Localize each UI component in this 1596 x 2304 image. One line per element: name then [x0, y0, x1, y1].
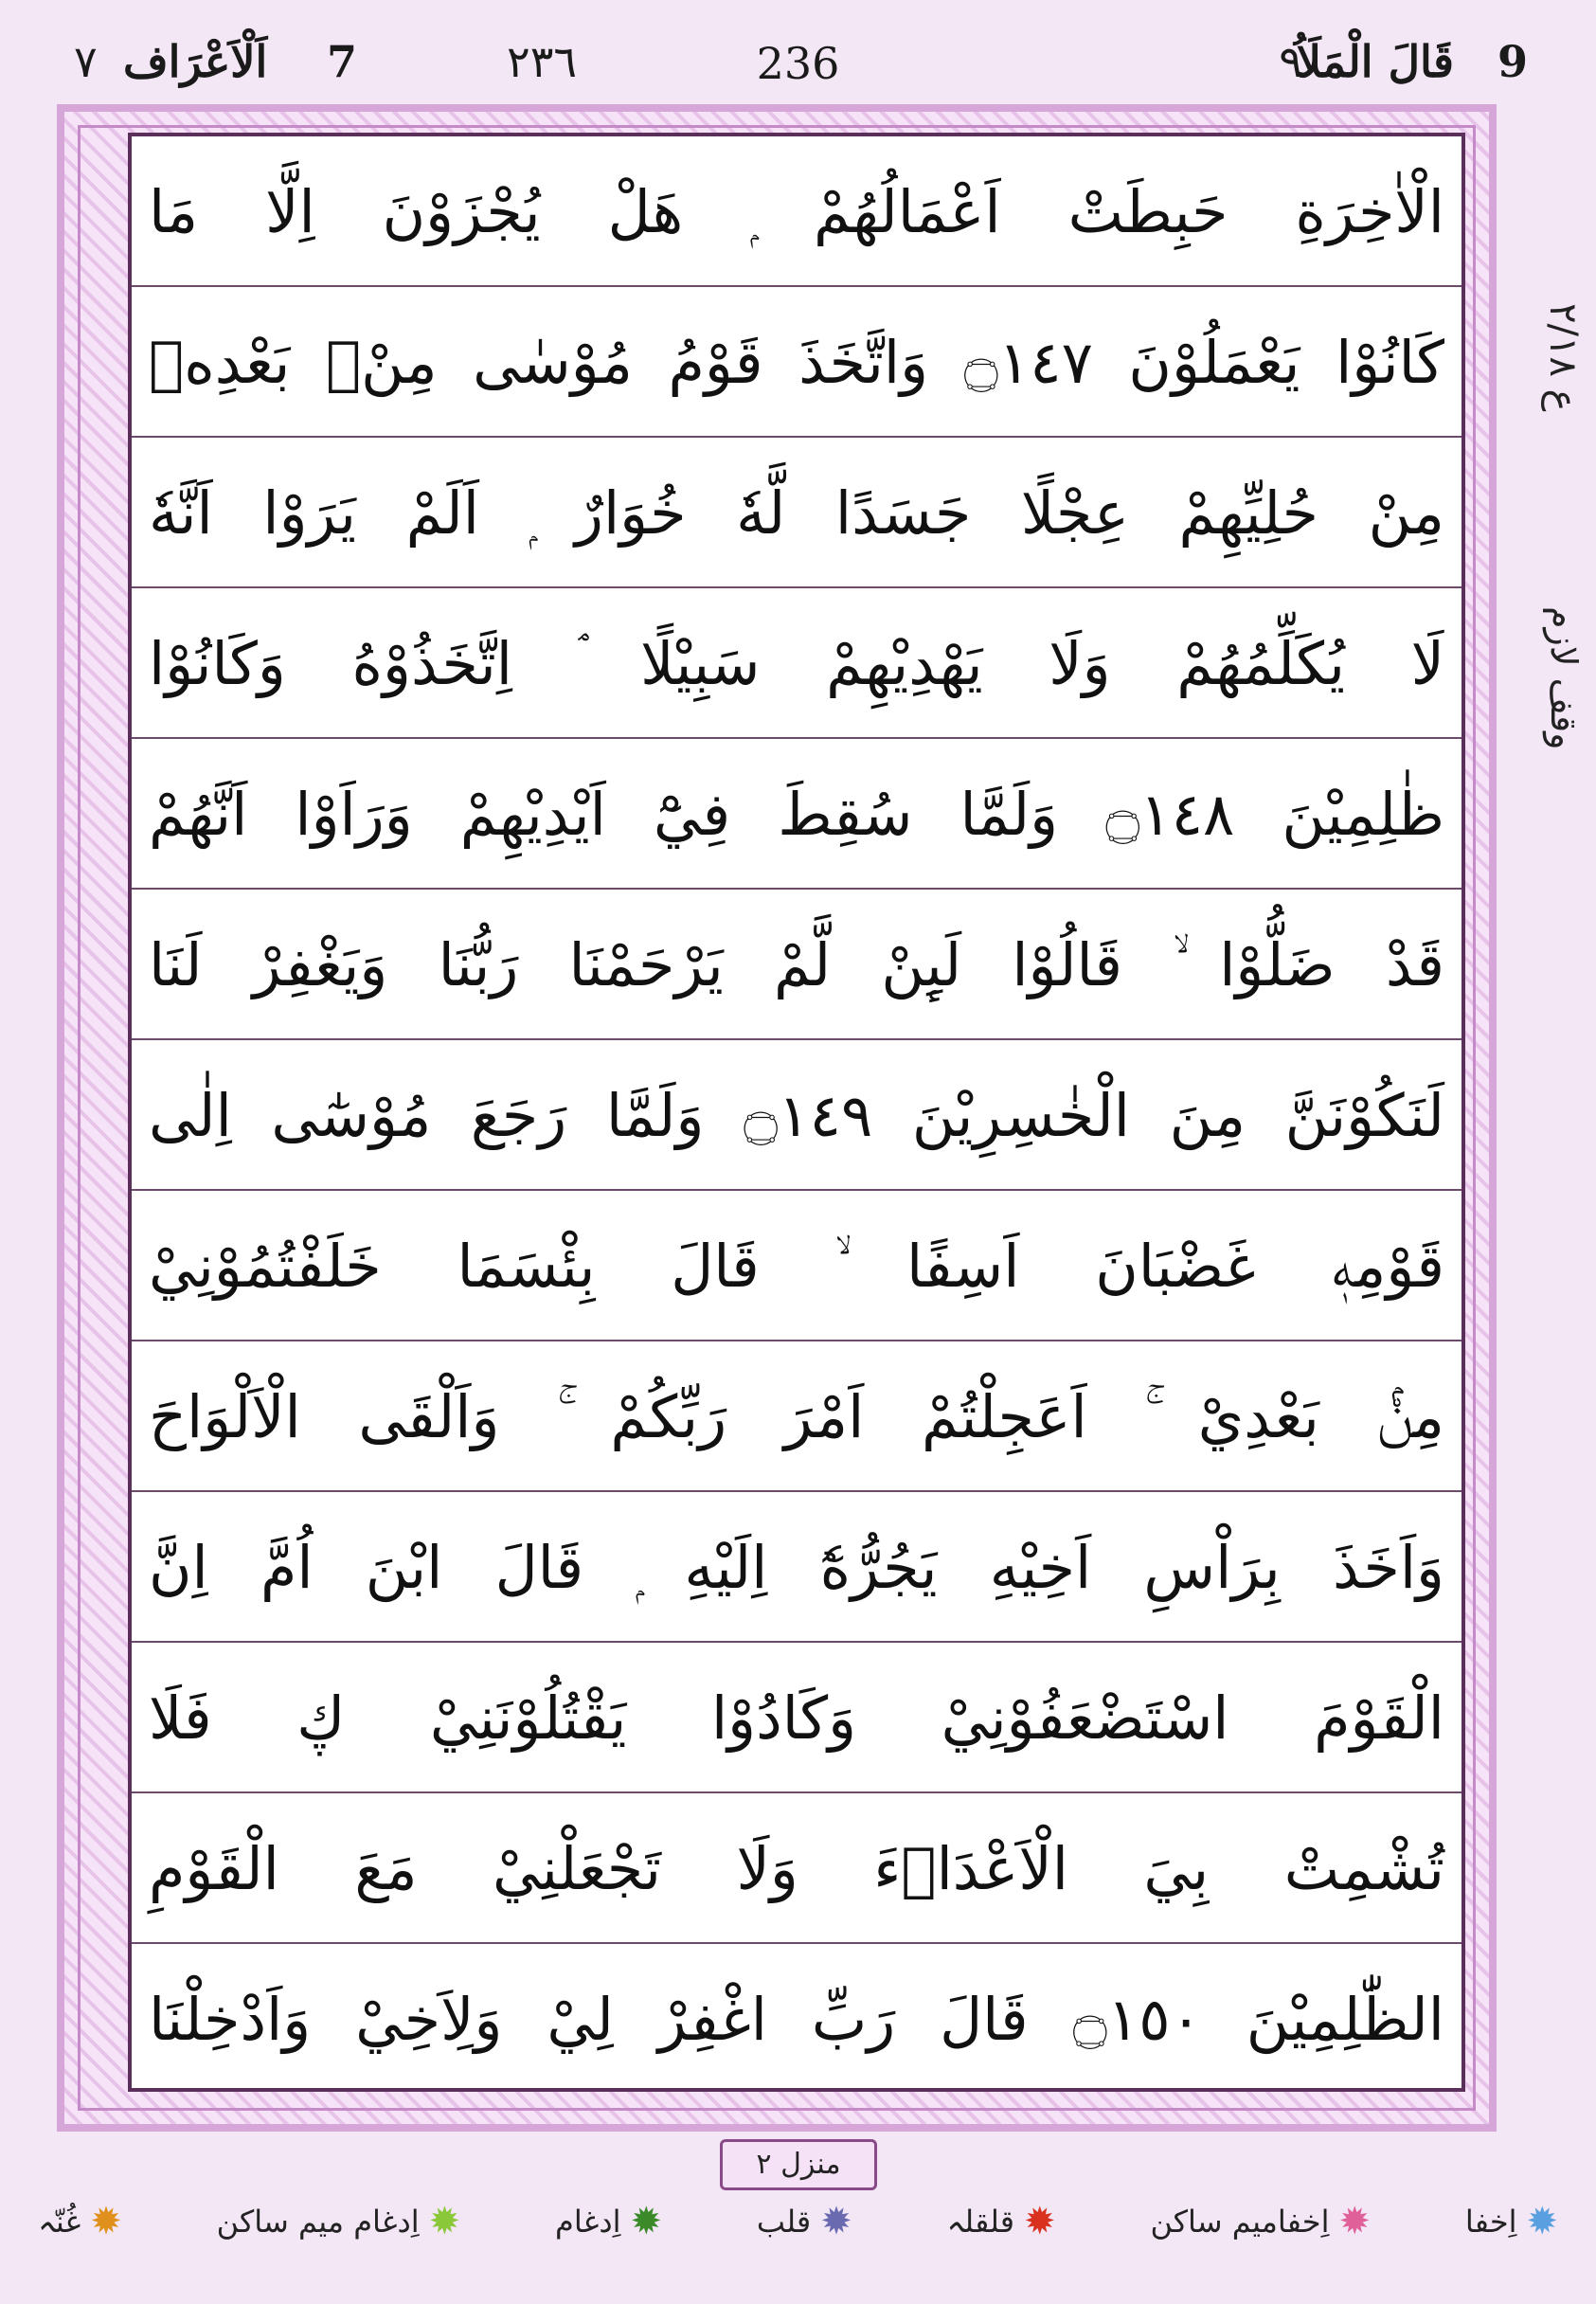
- text-line-3: مِنْ حُلِيِّهِمْ عِجْلًا جَسَدًا لَّهٗ خُوَارٌ ۭ اَلَمْ يَرَوْا اَنَّهٗ: [132, 438, 1462, 588]
- legend-label: غُنّہ: [38, 2204, 81, 2240]
- legend-label: اِدغام میم ساکن: [216, 2204, 420, 2240]
- star-icon: ✹: [428, 2200, 461, 2243]
- legend-item: [555, 2200, 662, 2243]
- text-line-9: مِنْۢ بَعْدِيْ ۚ اَعَجِلْتُمْ اَمْرَ رَبِّكُمْ ۚ وَاَلْقَى الْاَلْوَاحَ: [132, 1341, 1462, 1492]
- text-line-11: الْقَوْمَ اسْتَضْعَفُوْنِيْ وَكَادُوْا يَقْتُلُوْنَنِيْ ڮ فَلَا: [132, 1643, 1462, 1793]
- legend-label: اِخفامیم ساکن: [1150, 2204, 1330, 2240]
- legend-label: قلقلہ: [946, 2204, 1015, 2240]
- star-icon: ✹: [820, 2200, 852, 2243]
- star-icon: ✹: [630, 2200, 662, 2243]
- text-line-6: قَدْ ضَلُّوْا ۙ قَالُوْا لَىِٕنْ لَّمْ يَرْحَمْنَا رَبُّنَا وَيَغْفِرْ لَنَا: [132, 890, 1462, 1040]
- text-line-12: تُشْمِتْ بِيَ الْاَعْدَاۗءَ وَلَا تَجْعَلْنِيْ مَعَ الْقَوْمِ: [132, 1793, 1462, 1944]
- surah-number-arabic: ٧: [74, 36, 98, 87]
- legend-item: [756, 2200, 852, 2243]
- text-line-1: الْاٰخِرَةِ حَبِطَتْ اَعْمَالُهُمْ ۭ هَلْ يُجْزَوْنَ اِلَّا مَا: [132, 136, 1462, 287]
- text-line-8: قَوْمِهٖ غَضْبَانَ اَسِفًا ۙ قَالَ بِئْسَمَا خَلَفْتُمُوْنِيْ: [132, 1191, 1462, 1341]
- legend-item: [1464, 2200, 1558, 2243]
- ruku-marker: ع ٢/١٨: [1541, 303, 1585, 412]
- star-icon: ✹: [90, 2200, 122, 2243]
- text-line-2: كَانُوْا يَعْمَلُوْنَ ۝١٤٧ وَاتَّخَذَ قَوْمُ مُوْسٰى مِنْۢ بَعْدِهٖ: [132, 287, 1462, 438]
- star-icon: ✹: [1338, 2200, 1371, 2243]
- juz-number: 9: [1497, 36, 1528, 87]
- surah-number: 7: [327, 36, 358, 87]
- waqf-lazim-marker: وقف لازم: [1543, 606, 1585, 750]
- legend-item: [216, 2200, 461, 2243]
- page-number-arabic: ٢٣٦: [507, 36, 578, 87]
- star-icon: ✹: [1024, 2200, 1056, 2243]
- text-line-4: لَا يُكَلِّمُهُمْ وَلَا يَهْدِيْهِمْ سَبِيْلًا ۘ اِتَّخَذُوْهُ وَكَانُوْا: [132, 588, 1462, 739]
- text-line-7: لَنَكُوْنَنَّ مِنَ الْخٰسِرِيْنَ ۝١٤٩ وَلَمَّا رَجَعَ مُوْسٰٓى اِلٰى: [132, 1040, 1462, 1191]
- surah-name: اَلْاَعْرَاف: [123, 36, 268, 87]
- legend-item: [38, 2200, 122, 2243]
- tajweed-legend: [38, 2193, 1558, 2250]
- juz-number-arabic: ٩: [1279, 36, 1302, 87]
- legend-label: اِدغام: [555, 2204, 621, 2240]
- legend-label: اِخفا: [1464, 2204, 1517, 2240]
- text-line-10: وَاَخَذَ بِرَاْسِ اَخِيْهِ يَجُرُّهٗٓ اِلَيْهِ ۭ قَالَ ابْنَ اُمَّ اِنَّ: [132, 1492, 1462, 1643]
- legend-label: قلب: [756, 2204, 812, 2240]
- juz-name: قَالَ الْمَلَاُ: [1296, 36, 1454, 87]
- legend-item: [946, 2200, 1056, 2243]
- page-number: 236: [756, 38, 840, 89]
- quran-text-panel: [128, 133, 1465, 2092]
- text-line-13: الظّٰلِمِيْنَ ۝١٥٠ قَالَ رَبِّ اغْفِرْ لِيْ وَلِاَخِيْ وَاَدْخِلْنَا: [149, 1985, 1444, 2054]
- star-icon: ✹: [1526, 2200, 1558, 2243]
- text-line-5: ظٰلِمِيْنَ ۝١٤٨ وَلَمَّا سُقِطَ فِيْٓ اَيْدِيْهِمْ وَرَاَوْا اَنَّهُمْ: [132, 739, 1462, 890]
- manzil-label: منزل ٢: [720, 2139, 877, 2190]
- legend-item: [1150, 2200, 1371, 2243]
